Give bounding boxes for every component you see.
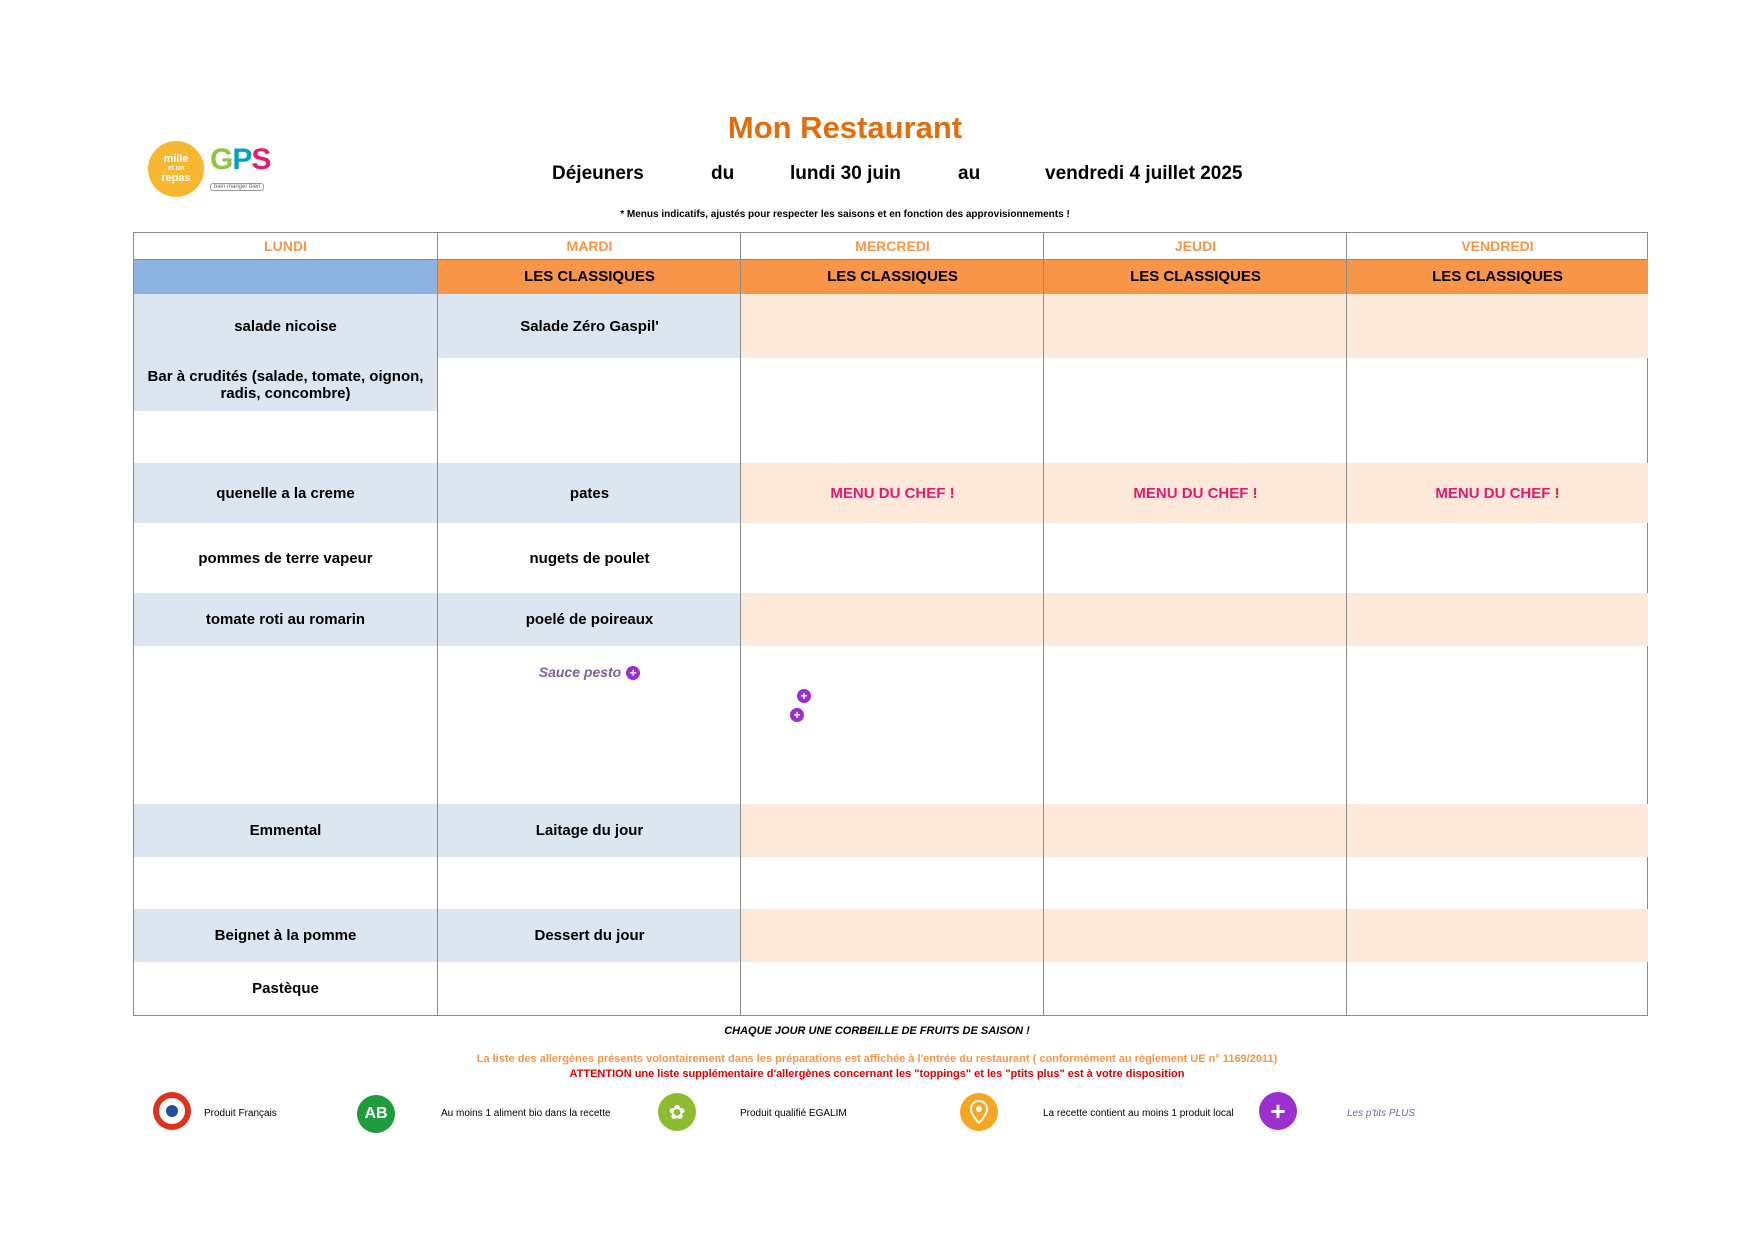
- category-band: LES CLASSIQUES: [438, 260, 741, 294]
- empty-cell: [1347, 804, 1648, 857]
- logo-text: repas: [161, 172, 191, 184]
- empty-cell: [741, 909, 1044, 962]
- menu-item: poelé de poireaux: [438, 593, 741, 646]
- gps-logo-subtitle: bien manger bien: [210, 183, 264, 191]
- ptits-plus-icon: +: [790, 708, 804, 722]
- day-header: VENDREDI: [1347, 233, 1648, 260]
- day-header: JEUDI: [1044, 233, 1347, 260]
- page-title: Mon Restaurant: [727, 110, 963, 145]
- start-date: lundi 30 juin: [790, 163, 901, 184]
- category-band: LES CLASSIQUES: [741, 260, 1044, 294]
- du-label: du: [711, 163, 735, 184]
- organic-ab-icon: AB: [357, 1095, 395, 1133]
- empty-cell: [438, 857, 741, 909]
- empty-cell: [1347, 358, 1648, 463]
- empty-cell: [741, 962, 1044, 1014]
- legend-label: Les p'tits PLUS: [1347, 1108, 1416, 1119]
- meal-label: Déjeuners: [552, 163, 644, 184]
- menu-item: quenelle a la creme: [134, 463, 437, 523]
- ptits-plus-icon: +: [626, 666, 640, 680]
- ptits-plus-icon: +: [1259, 1092, 1297, 1130]
- empty-cell: [1044, 523, 1347, 593]
- menu-item: nugets de poulet: [529, 549, 650, 567]
- empty-cell: [1044, 593, 1347, 646]
- menu-item: pommes de terre vapeur: [198, 549, 373, 567]
- menu-item: Laitage du jour: [438, 804, 741, 857]
- empty-cell: [1044, 962, 1347, 1014]
- empty-cell: [1347, 857, 1648, 909]
- menu-item: Dessert du jour: [438, 909, 741, 962]
- logo-text: et un: [167, 165, 185, 172]
- column-jeudi: [1043, 233, 1347, 1015]
- menu-item: Emmental: [134, 804, 437, 857]
- gps-logo: [210, 145, 285, 195]
- empty-cell: [438, 358, 741, 463]
- logo-text: mille: [163, 153, 189, 165]
- egalim-icon: ✿: [658, 1093, 696, 1131]
- empty-cell: [741, 804, 1044, 857]
- empty-cell: [1347, 962, 1648, 1014]
- empty-cell: [1347, 593, 1648, 646]
- column-lundi: [134, 233, 437, 1015]
- empty-cell: [741, 523, 1044, 593]
- menu-item: tomate roti au romarin: [134, 593, 437, 646]
- au-label: au: [958, 163, 981, 184]
- empty-cell: [1044, 804, 1347, 857]
- sauce-cell: [741, 646, 1044, 804]
- legend-label: Produit qualifié EGALIM: [740, 1108, 847, 1119]
- empty-cell: [741, 358, 1044, 463]
- category-band: LES CLASSIQUES: [1347, 260, 1648, 294]
- menu-note: * Menus indicatifs, ajustés pour respecter les saisons et en fonction des approvisionnements !: [620, 209, 1070, 220]
- category-band: [134, 260, 437, 294]
- menu-item: MENU DU CHEF !: [1347, 463, 1648, 523]
- empty-cell: [438, 962, 741, 1014]
- menu-item: Beignet à la pomme: [134, 909, 437, 962]
- french-product-icon: [153, 1092, 191, 1130]
- menu-item: pates: [438, 463, 741, 523]
- day-header: MERCREDI: [741, 233, 1044, 260]
- end-date: vendredi 4 juillet 2025: [1045, 163, 1243, 184]
- column-vendredi: [1346, 233, 1648, 1015]
- empty-cell: [741, 857, 1044, 909]
- legend-label: La recette contient au moins 1 produit local: [1043, 1108, 1234, 1119]
- empty-cell: [741, 593, 1044, 646]
- empty-cell: [1347, 646, 1648, 804]
- empty-cell: [134, 411, 437, 463]
- day-header: MARDI: [438, 233, 741, 260]
- empty-cell: [1044, 358, 1347, 463]
- empty-cell: [134, 646, 437, 804]
- fruits-note: CHAQUE JOUR UNE CORBEILLE DE FRUITS DE SAISON !: [724, 1025, 1030, 1037]
- empty-cell: [1044, 646, 1347, 804]
- empty-cell: [1347, 909, 1648, 962]
- empty-cell: [1044, 909, 1347, 962]
- local-product-icon: [960, 1093, 998, 1131]
- day-header: LUNDI: [134, 233, 437, 260]
- gps-logo-text: GPS: [210, 143, 271, 176]
- sauce-item: Sauce pesto: [538, 664, 622, 680]
- empty-cell: [1347, 523, 1648, 593]
- empty-cell: [134, 857, 437, 909]
- column-mercredi: [740, 233, 1044, 1015]
- empty-cell: [1347, 294, 1648, 358]
- empty-cell: [1044, 857, 1347, 909]
- menu-item: Salade Zéro Gaspil': [438, 294, 741, 358]
- attention-note: ATTENTION une liste supplémentaire d'allergènes concernant les "toppings" et les "ptits plus" est à votre disposition: [569, 1068, 1185, 1080]
- legend-label: Au moins 1 aliment bio dans la recette: [441, 1108, 611, 1119]
- category-band: LES CLASSIQUES: [1044, 260, 1347, 294]
- ptits-plus-icon: +: [797, 689, 811, 703]
- menu-item: Bar à crudités (salade, tomate, oignon, radis, concombre): [134, 358, 437, 411]
- menu-grid: [133, 232, 1648, 1016]
- allergens-note: La liste des allergènes présents volontairement dans les préparations est affichée à l'entrée du restaurant ( conformément au règlement UE n° 1169/2011): [476, 1053, 1278, 1065]
- menu-item: MENU DU CHEF !: [741, 463, 1044, 523]
- empty-cell: [1044, 294, 1347, 358]
- mille-et-un-repas-logo: [148, 141, 204, 197]
- column-mardi: [437, 233, 741, 1015]
- legend-label: Produit Français: [204, 1108, 277, 1119]
- sauce-cell: [438, 646, 741, 804]
- menu-item: Pastèque: [252, 979, 319, 997]
- menu-item: MENU DU CHEF !: [1044, 463, 1347, 523]
- empty-cell: [741, 294, 1044, 358]
- menu-item: salade nicoise: [134, 294, 437, 358]
